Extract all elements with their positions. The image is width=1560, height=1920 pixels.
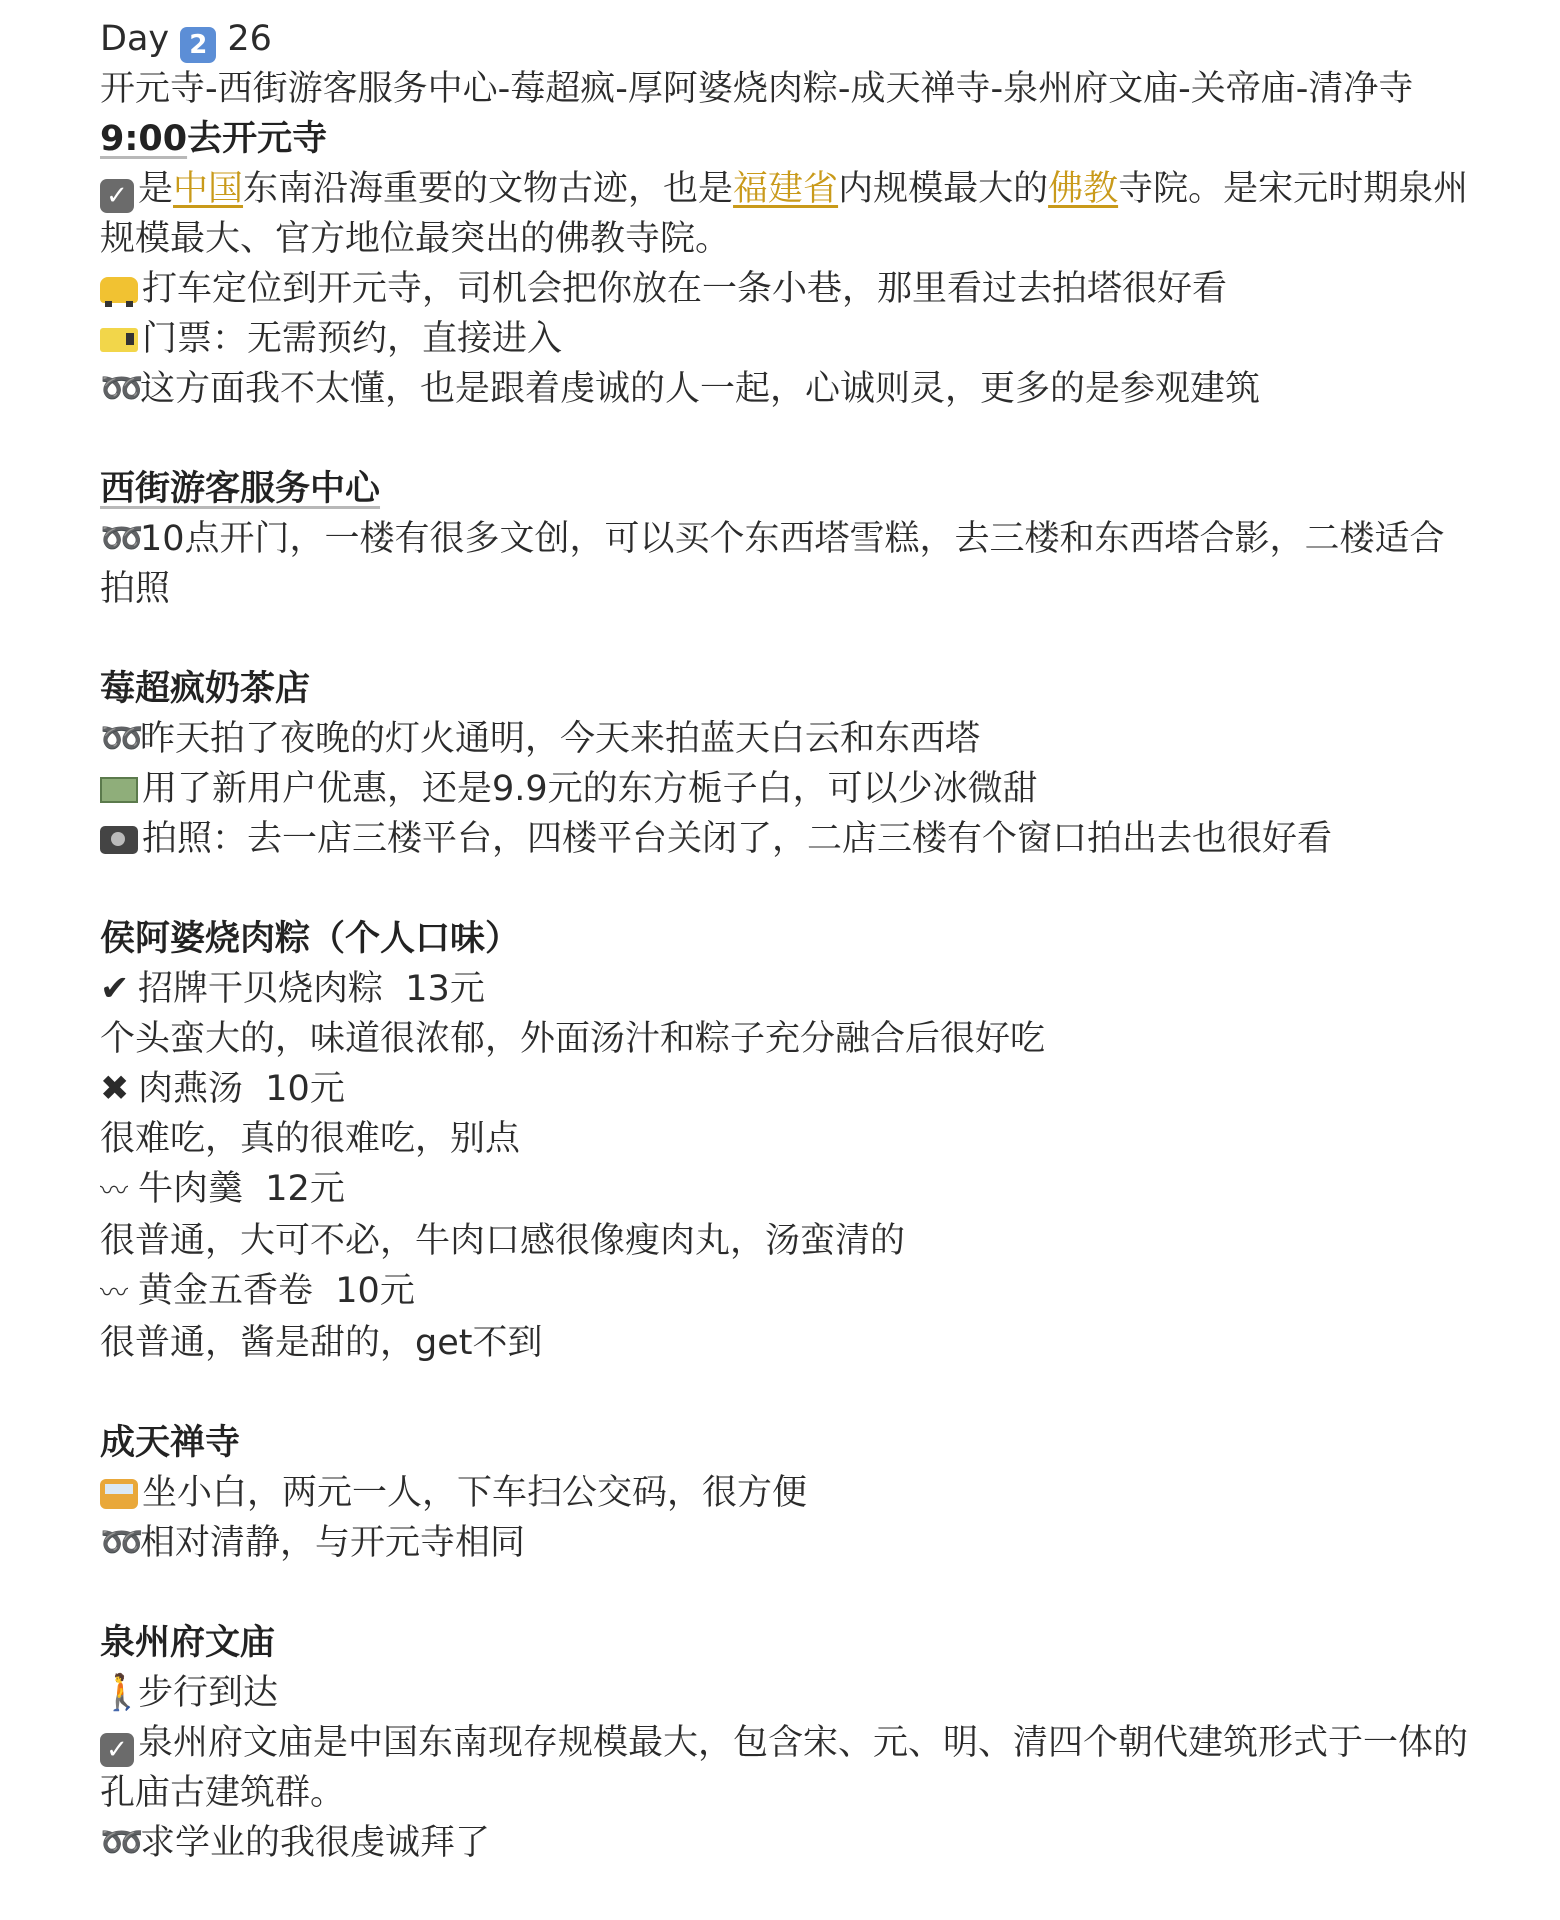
glasses-icon: ➿ <box>100 519 144 559</box>
menu-item-name: 牛肉羹 <box>138 1169 244 1209</box>
menu-item-price: 13元 <box>405 969 485 1009</box>
camera-icon <box>100 826 138 854</box>
wenmiao-walk-text: 步行到达 <box>138 1673 279 1713</box>
meichaofeng-note-text: 昨天拍了夜晚的灯火通明，今天来拍蓝天白云和东西塔 <box>140 719 981 759</box>
day-label: Day <box>100 19 170 59</box>
link-buddhism[interactable]: 佛教 <box>1048 169 1119 209</box>
kaiyuan-taxi-tip <box>100 264 1560 314</box>
wenmiao-walk <box>100 1668 1560 1718</box>
xijie-note <box>100 514 1470 614</box>
glasses-icon: ➿ <box>100 719 144 759</box>
xijie-heading: 西街游客服务中心 <box>100 469 381 509</box>
kaiyuan-ticket-tip <box>100 314 1560 364</box>
money-icon <box>100 777 138 803</box>
menu-item-comment: 很普通，酱是甜的，get不到 <box>100 1323 543 1363</box>
menu-item <box>100 1064 1560 1114</box>
chengtian-bus <box>100 1468 1560 1518</box>
kaiyuan-time: 9:00 <box>100 119 188 159</box>
kaiyuan-note-text: 这方面我不太懂，也是跟着虔诚的人一起，心诚则灵，更多的是参观建筑 <box>140 369 1261 409</box>
meichaofeng-note <box>100 714 1560 764</box>
meichaofeng-heading: 莓超疯奶茶店 <box>100 669 311 709</box>
kaiyuan-description <box>100 164 1470 264</box>
glasses-icon: ➿ <box>100 1823 144 1863</box>
keycap-2-icon: 2 <box>180 27 216 63</box>
kaiyuan-desc-text: 是 <box>138 169 174 209</box>
cross-mark-icon: ✖ <box>100 1069 130 1109</box>
walking-person-icon: 🚶 <box>100 1673 144 1713</box>
menu-item <box>100 1266 1560 1318</box>
kaiyuan-desc-text: 内规模最大的 <box>838 169 1049 209</box>
route-summary: 开元寺-西街游客服务中心-莓超疯-厚阿婆烧肉粽-成天禅寺-泉州府文庙-关帝庙-清净寺 <box>100 69 1414 109</box>
zongzi-heading: 侯阿婆烧肉粽（个人口味） <box>100 919 521 959</box>
menu-item-comment: 个头蛮大的，味道很浓郁，外面汤汁和粽子充分融合后很好吃 <box>100 1019 1046 1059</box>
menu-item-name: 招牌干贝烧肉粽 <box>138 969 384 1009</box>
glasses-icon: ➿ <box>100 1523 144 1563</box>
kaiyuan-desc-text: 寺院。是宋元时期泉州规模最大、官方地位最突出的佛教寺院。 <box>100 169 1469 259</box>
meichaofeng-money-text: 用了新用户优惠，还是9.9元的东方栀子白，可以少冰微甜 <box>142 769 1038 809</box>
menu-item <box>100 1164 1560 1216</box>
link-china[interactable]: 中国 <box>173 169 244 209</box>
kaiyuan-note <box>100 364 1560 414</box>
glasses-icon: ➿ <box>100 369 144 409</box>
meichaofeng-photo-text: 拍照：去一店三楼平台，四楼平台关闭了，二店三楼有个窗口拍出去也很好看 <box>142 819 1333 859</box>
kaiyuan-heading <box>100 114 1560 164</box>
chengtian-note-text: 相对清静，与开元寺相同 <box>140 1523 526 1563</box>
kaiyuan-title: 去开元寺 <box>187 119 328 159</box>
menu-item-price: 12元 <box>265 1169 345 1209</box>
check-mark-icon: ✔ <box>100 969 130 1009</box>
chengtian-bus-text: 坐小白，两元一人，下车扫公交码，很方便 <box>142 1473 808 1513</box>
menu-item-comment: 很普通，大可不必，牛肉口感很像瘦肉丸，汤蛮清的 <box>100 1221 906 1261</box>
menu-item-name: 黄金五香卷 <box>138 1271 314 1311</box>
meichaofeng-money <box>100 764 1560 814</box>
wenmiao-heading: 泉州府文庙 <box>100 1623 276 1663</box>
menu-item-price: 10元 <box>335 1271 415 1311</box>
day-header <box>100 14 1560 64</box>
ticket-icon <box>100 328 138 352</box>
ticket-tip-text: 门票：无需预约，直接进入 <box>142 319 563 359</box>
check-box-icon: ✓ <box>100 1733 134 1767</box>
wenmiao-note-text: 求学业的我很虔诚拜了 <box>140 1823 491 1863</box>
wenmiao-desc-text: 泉州府文庙是中国东南现存规模最大，包含宋、元、明、清四个朝代建筑形式于一体的孔庙古建筑群。 <box>100 1723 1469 1813</box>
wavy-dash-icon: 〰 <box>100 1174 125 1207</box>
bus-icon <box>100 1479 138 1509</box>
menu-item-price: 10元 <box>265 1069 345 1109</box>
chengtian-heading: 成天禅寺 <box>100 1423 241 1463</box>
day-date: 26 <box>227 19 272 59</box>
check-box-icon: ✓ <box>100 179 134 213</box>
xijie-note-text: 10点开门，一楼有很多文创，可以买个东西塔雪糕，去三楼和东西塔合影，二楼适合拍照 <box>100 519 1445 609</box>
wenmiao-note <box>100 1818 1560 1868</box>
taxi-tip-text: 打车定位到开元寺，司机会把你放在一条小巷，那里看过去拍塔很好看 <box>142 269 1228 309</box>
link-fujian[interactable]: 福建省 <box>733 169 839 209</box>
meichaofeng-photo <box>100 814 1560 864</box>
taxi-icon <box>100 277 138 303</box>
menu-item <box>100 964 1560 1014</box>
wavy-dash-icon: 〰 <box>100 1276 125 1309</box>
wenmiao-description <box>100 1718 1470 1818</box>
chengtian-note <box>100 1518 1560 1568</box>
kaiyuan-desc-text: 东南沿海重要的文物古迹，也是 <box>243 169 734 209</box>
menu-item-comment: 很难吃，真的很难吃，别点 <box>100 1119 521 1159</box>
menu-item-name: 肉燕汤 <box>138 1069 244 1109</box>
